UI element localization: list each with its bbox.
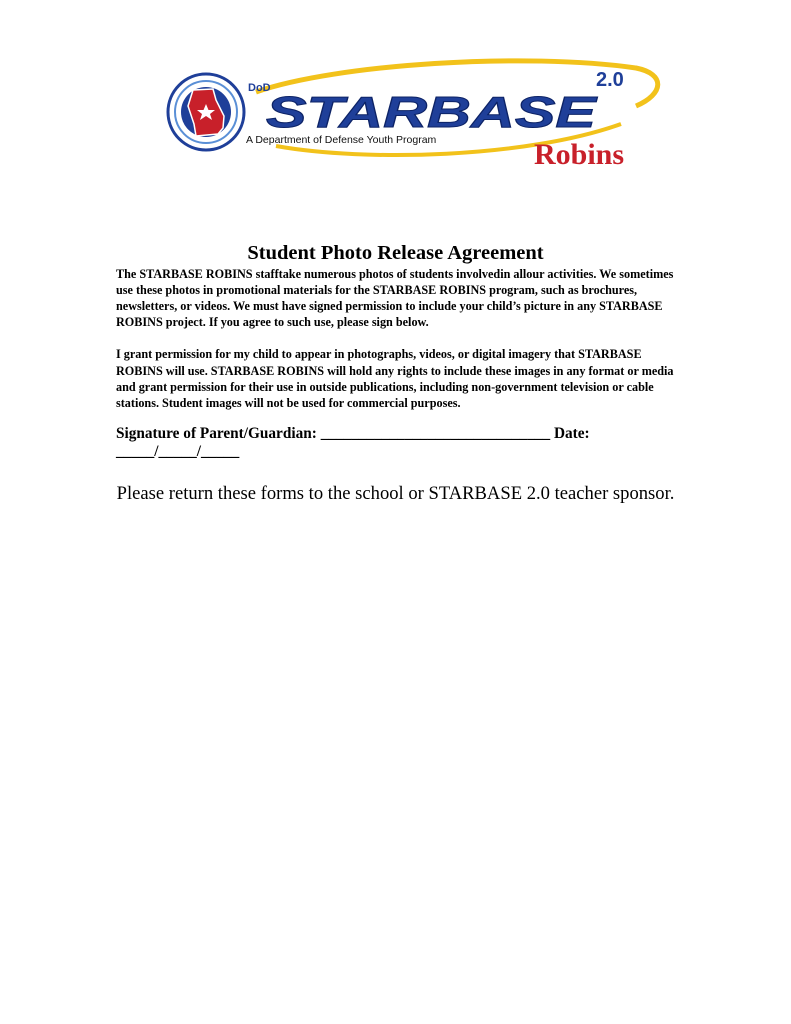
return-instructions: Please return these forms to the school or STARBASE 2.0 teacher sponsor.: [116, 483, 675, 504]
logo-tagline: A Department of Defense Youth Program: [246, 134, 437, 146]
page-title: Student Photo Release Agreement: [247, 242, 544, 264]
permission-paragraph: [116, 347, 678, 411]
starbase-robins-logo: [166, 54, 666, 174]
starbase-wordmark: STARBASE: [266, 88, 599, 137]
date-label: Date:: [553, 425, 590, 442]
photo-usage-paragraph: The STARBASE ROBINS stafftake numerous photos of students involvedin allour activities. We sometimes use these photos in promotional materials for the STARBASE ROBINS program, such as brochures, newsletters, or videos. We must have signed permission to include your child’s picture in any STARBASE ROBINS project. If you agree to such use, please sign below.: [116, 267, 674, 329]
robins-label: Robins: [534, 138, 625, 171]
signature-line[interactable]: ______________________________: [320, 425, 551, 442]
permission-paragraph-line1: I grant permission for my child to appear in photographs, videos, or digital imagery that STARBASE: [116, 347, 642, 361]
signature-label: Signature of Parent/Guardian:: [116, 425, 317, 442]
logo-graphic: [166, 54, 666, 174]
dod-label: DoD: [248, 82, 271, 94]
version-label: 2.0: [596, 69, 624, 91]
permission-paragraph-rest: ROBINS will use. STARBASE ROBINS will hold any rights to include these images in any format or media and grant permission for their use in outside publications, including non-government television or cable stations. Student images will not be used for commercial purposes.: [116, 364, 674, 410]
date-line[interactable]: _____/_____/_____: [116, 443, 240, 460]
signature-block: [116, 425, 676, 461]
